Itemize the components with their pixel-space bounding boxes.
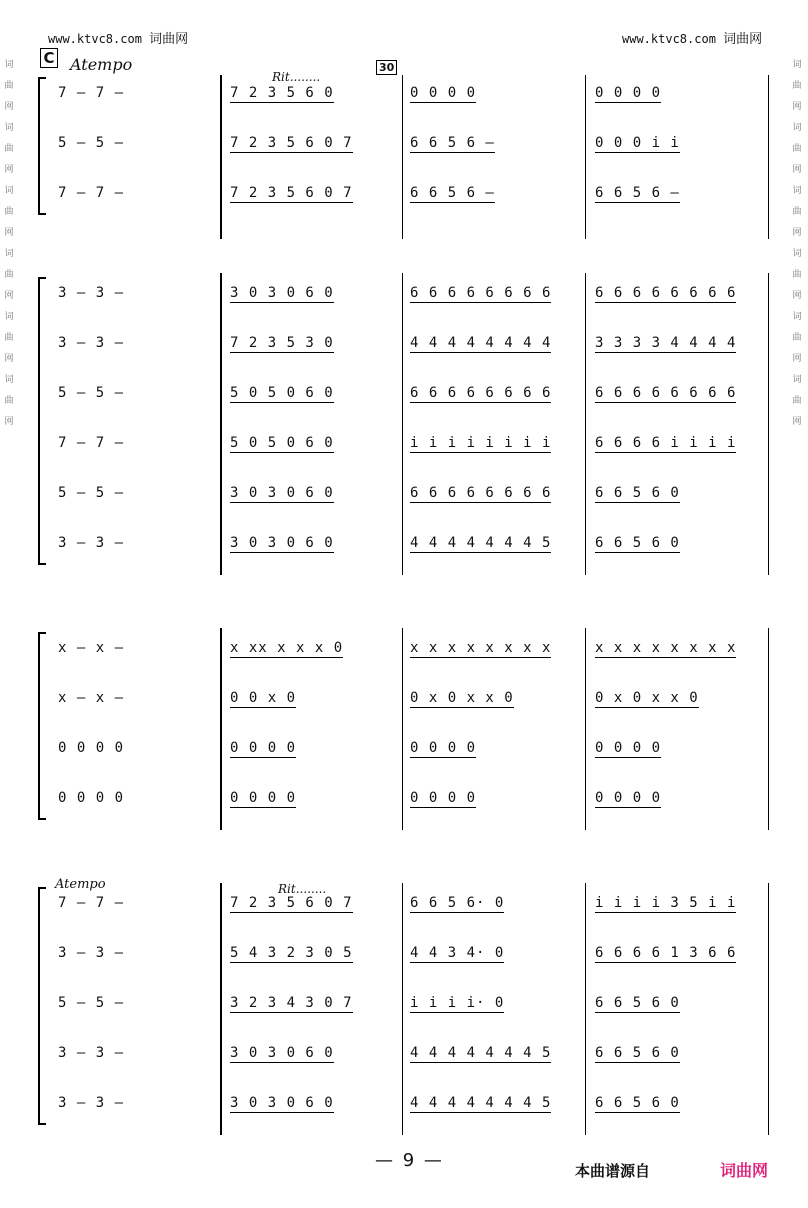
- notation-cell: x — x —: [58, 640, 125, 656]
- notation-cell: 5 0 5 0 6 0: [230, 385, 334, 401]
- system-bracket: [38, 887, 40, 1125]
- notation-cell: 0 0 0 i i: [595, 135, 680, 151]
- notation-cell: 6 6 6 6 6 6 6 6: [410, 285, 552, 301]
- notation-cell: 0 0 0 0: [58, 740, 125, 756]
- notation-cell: 7 — 7 —: [58, 435, 125, 451]
- watermark-char: 网: [792, 354, 802, 364]
- watermark-char: 网: [4, 228, 14, 238]
- ritardando-marking-1: Rit........: [272, 70, 321, 84]
- notation-cell: 6 6 5 6· 0: [410, 895, 505, 911]
- watermark-char: 曲: [792, 396, 802, 406]
- notation-cell: 6 6 6 6 6 6 6 6: [410, 385, 552, 401]
- notation-cell: 6 6 5 6 0: [595, 1045, 680, 1061]
- notation-cell: 6 6 5 6 0: [595, 995, 680, 1011]
- notation-cell: 3 — 3 —: [58, 535, 125, 551]
- notation-cell: 0 0 0 0: [230, 740, 297, 756]
- rehearsal-mark: C: [40, 48, 58, 68]
- notation-cell: 3 0 3 0 6 0: [230, 1095, 334, 1111]
- barline: [402, 883, 403, 1135]
- notation-cell: 7 — 7 —: [58, 185, 125, 201]
- watermark-char: 曲: [792, 270, 802, 280]
- watermark-char: 网: [4, 102, 14, 112]
- tempo-marking-top: Atempo: [70, 55, 133, 74]
- barline: [220, 628, 222, 830]
- notation-cell: 0 0 0 0: [410, 85, 477, 101]
- notation-cell: 3 — 3 —: [58, 1095, 125, 1111]
- notation-cell: 4 4 3 4· 0: [410, 945, 505, 961]
- watermark-char: 曲: [4, 81, 14, 91]
- notation-cell: 0 0 x 0: [230, 690, 297, 706]
- header-right-url: www.ktvc8.com: [622, 32, 716, 46]
- watermark-char: 词: [4, 249, 14, 259]
- notation-cell: 6 6 6 6 6 6 6 6: [410, 485, 552, 501]
- notation-cell: 4 4 4 4 4 4 4 4: [410, 335, 552, 351]
- watermark-char: 曲: [792, 144, 802, 154]
- watermark-char: 网: [4, 354, 14, 364]
- notation-cell: 5 — 5 —: [58, 485, 125, 501]
- watermark-char: 词: [792, 60, 802, 70]
- notation-cell: 5 4 3 2 3 0 5: [230, 945, 353, 961]
- system-bracket: [38, 632, 40, 820]
- notation-cell: 4 4 4 4 4 4 4 5: [410, 1045, 552, 1061]
- notation-cell: 6 6 5 6 0: [595, 535, 680, 551]
- watermark-char: 曲: [4, 270, 14, 280]
- watermark-char: 网: [792, 102, 802, 112]
- watermark-char: 词: [792, 123, 802, 133]
- watermark-char: 曲: [4, 333, 14, 343]
- side-watermark-left: [2, 60, 16, 438]
- watermark-char: 曲: [792, 333, 802, 343]
- notation-cell: 3 — 3 —: [58, 945, 125, 961]
- watermark-char: 网: [4, 291, 14, 301]
- barline: [585, 883, 586, 1135]
- watermark-char: 词: [792, 375, 802, 385]
- watermark-char: 词: [792, 312, 802, 322]
- notation-cell: 7 2 3 5 3 0: [230, 335, 334, 351]
- system-bracket: [38, 277, 40, 565]
- notation-cell: i i i i 3 5 i i: [595, 895, 737, 911]
- barline: [585, 273, 586, 575]
- barline: [402, 273, 403, 575]
- notation-cell: 0 0 0 0: [595, 790, 662, 806]
- side-watermark-right: [790, 60, 804, 438]
- system-bracket: [38, 77, 40, 215]
- notation-cell: 6 6 6 6 1 3 6 6: [595, 945, 737, 961]
- notation-cell: 3 0 3 0 6 0: [230, 485, 334, 501]
- notation-cell: 6 6 6 6 i i i i: [595, 435, 737, 451]
- notation-cell: 0 0 0 0: [410, 740, 477, 756]
- notation-cell: 0 0 0 0: [595, 740, 662, 756]
- barline: [220, 883, 222, 1135]
- notation-cell: x — x —: [58, 690, 125, 706]
- header-right: [622, 28, 762, 47]
- watermark-char: 曲: [792, 81, 802, 91]
- watermark-char: 网: [792, 165, 802, 175]
- notation-cell: 0 x 0 x x 0: [410, 690, 514, 706]
- notation-cell: x x x x x x x x: [410, 640, 552, 656]
- watermark-char: 词: [4, 186, 14, 196]
- barline: [402, 628, 403, 830]
- notation-cell: 7 — 7 —: [58, 85, 125, 101]
- notation-cell: x x x x x x x x: [595, 640, 737, 656]
- watermark-char: 网: [4, 165, 14, 175]
- notation-cell: 0 x 0 x x 0: [595, 690, 699, 706]
- notation-cell: x xx x x x 0: [230, 640, 344, 656]
- page-number: — 9 —: [375, 1150, 444, 1171]
- notation-cell: i i i i i i i i: [410, 435, 552, 451]
- barline: [220, 273, 222, 575]
- notation-cell: 5 — 5 —: [58, 995, 125, 1011]
- notation-cell: 6 6 5 6 0: [595, 485, 680, 501]
- watermark-char: 词: [4, 375, 14, 385]
- notation-cell: 6 6 5 6 —: [410, 185, 495, 201]
- notation-cell: 0 0 0 0: [230, 790, 297, 806]
- watermark-char: 网: [792, 417, 802, 427]
- header-left-label: 词曲网: [149, 32, 189, 47]
- watermark-char: 网: [4, 417, 14, 427]
- watermark-char: 曲: [4, 396, 14, 406]
- notation-cell: 0 0 0 0: [595, 85, 662, 101]
- notation-cell: 6 6 5 6 —: [410, 135, 495, 151]
- notation-cell: 4 4 4 4 4 4 4 5: [410, 1095, 552, 1111]
- watermark-char: 网: [792, 291, 802, 301]
- watermark-char: 曲: [4, 207, 14, 217]
- notation-cell: 0 0 0 0: [58, 790, 125, 806]
- notation-cell: 4 4 4 4 4 4 4 5: [410, 535, 552, 551]
- notation-cell: 3 3 3 3 4 4 4 4: [595, 335, 737, 351]
- ritardando-marking-2: Rit........: [278, 882, 327, 896]
- notation-cell: 3 — 3 —: [58, 285, 125, 301]
- barline: [220, 75, 222, 239]
- header-left-url: www.ktvc8.com: [48, 32, 142, 46]
- notation-cell: 6 6 6 6 6 6 6 6: [595, 385, 737, 401]
- barline: [402, 75, 403, 239]
- notation-cell: 7 2 3 5 6 0 7: [230, 135, 353, 151]
- watermark-char: 网: [792, 228, 802, 238]
- notation-cell: 5 0 5 0 6 0: [230, 435, 334, 451]
- barline: [768, 75, 769, 239]
- watermark-char: 词: [4, 123, 14, 133]
- notation-cell: 7 — 7 —: [58, 895, 125, 911]
- header-right-label: 词曲网: [723, 32, 763, 47]
- barline: [585, 75, 586, 239]
- barline: [585, 628, 586, 830]
- notation-cell: 3 — 3 —: [58, 335, 125, 351]
- notation-cell: 3 0 3 0 6 0: [230, 285, 334, 301]
- watermark-char: 曲: [4, 144, 14, 154]
- notation-cell: 7 2 3 5 6 0: [230, 85, 334, 101]
- notation-cell: 6 6 6 6 6 6 6 6: [595, 285, 737, 301]
- notation-cell: 3 — 3 —: [58, 1045, 125, 1061]
- header-left: [48, 28, 188, 47]
- notation-cell: 6 6 5 6 —: [595, 185, 680, 201]
- footer-source: 本曲谱源自: [575, 1162, 651, 1180]
- watermark-char: 词: [4, 312, 14, 322]
- watermark-char: 词: [792, 186, 802, 196]
- notation-cell: 3 0 3 0 6 0: [230, 1045, 334, 1061]
- watermark-char: 曲: [792, 207, 802, 217]
- notation-cell: 7 2 3 5 6 0 7: [230, 185, 353, 201]
- notation-cell: 0 0 0 0: [410, 790, 477, 806]
- footer-brand: 词曲网: [720, 1161, 769, 1180]
- watermark-char: 词: [4, 60, 14, 70]
- notation-cell: 6 6 5 6 0: [595, 1095, 680, 1111]
- barline: [768, 628, 769, 830]
- tempo-marking-bottom: Atempo: [55, 877, 106, 892]
- notation-cell: 5 — 5 —: [58, 385, 125, 401]
- measure-number: 30: [376, 60, 397, 75]
- barline: [768, 883, 769, 1135]
- notation-cell: 3 2 3 4 3 0 7: [230, 995, 353, 1011]
- watermark-char: 词: [792, 249, 802, 259]
- notation-cell: i i i i· 0: [410, 995, 505, 1011]
- barline: [768, 273, 769, 575]
- notation-cell: 7 2 3 5 6 0 7: [230, 895, 353, 911]
- notation-cell: 5 — 5 —: [58, 135, 125, 151]
- notation-cell: 3 0 3 0 6 0: [230, 535, 334, 551]
